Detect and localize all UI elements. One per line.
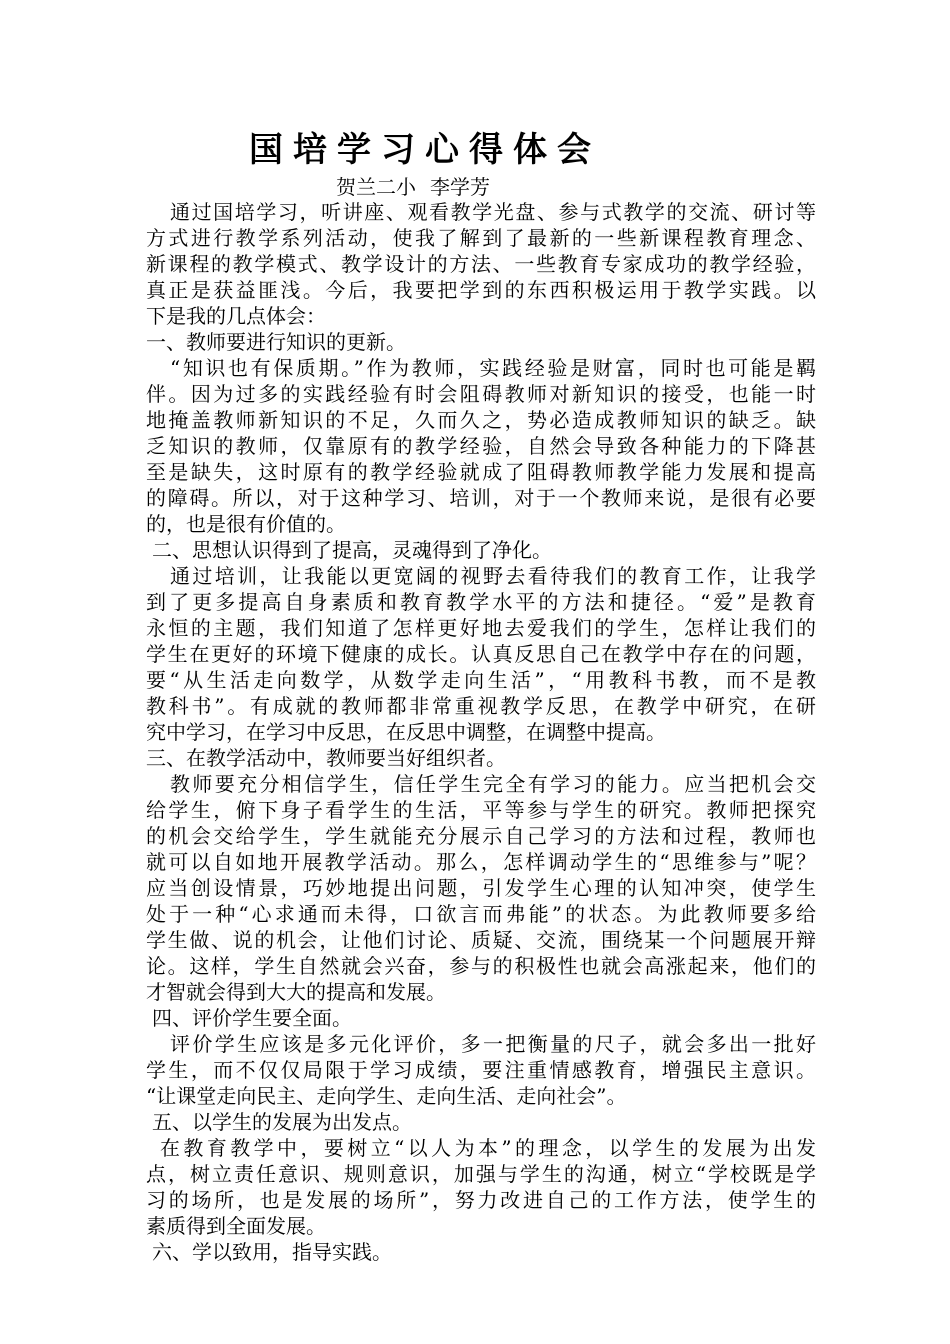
body-line: 通过国培学习，听讲座、观看教学光盘、参与式教学的交流、研讨等 xyxy=(170,200,816,224)
body-line: 伴。因为过多的实践经验有时会阻碍教师对新知识的接受，也能一时 xyxy=(146,382,816,406)
body-line: 评价学生应该是多元化评价，多一把衡量的尺子，就会多出一批好 xyxy=(170,1032,816,1056)
body-line: 下是我的几点体会： xyxy=(146,304,326,328)
body-line: 素质得到全面发展。 xyxy=(146,1214,326,1238)
body-line: 教师要充分相信学生，信任学生完全有学习的能力。应当把机会交 xyxy=(170,772,816,796)
body-line: 永恒的主题，我们知道了怎样更好地去爱我们的学生，怎样让我们的 xyxy=(146,616,816,640)
body-line: 究中学习，在学习中反思，在反思中调整，在调整中提高。 xyxy=(146,720,666,744)
body-line: 习的场所，也是发展的场所”，努力改进自己的工作方法，使学生的 xyxy=(146,1188,816,1212)
body-line: 真正是获益匪浅。今后，我要把学到的东西积极运用于教学实践。以 xyxy=(146,278,816,302)
author-name: 李学芳 xyxy=(430,175,490,199)
body-line: 通过培训，让我能以更宽阔的视野去看待我们的教育工作，让我学 xyxy=(170,564,816,588)
body-line: 的机会交给学生，学生就能充分展示自己学习的方法和过程，教师也 xyxy=(146,824,816,848)
body-line: “让课堂走向民主、走向学生、走向生活、走向社会”。 xyxy=(146,1084,627,1108)
body-line: 的障碍。所以，对于这种学习、培训，对于一个教师来说，是很有必要 xyxy=(146,486,816,510)
author-school: 贺兰二小 xyxy=(336,175,416,199)
body-line: 学生做、说的机会，让他们讨论、质疑、交流，围绕某一个问题展开辩 xyxy=(146,928,816,952)
body-line: 才智就会得到大大的提高和发展。 xyxy=(146,980,446,1004)
body-line: 地掩盖教师新知识的不足，久而久之，势必造成教师知识的缺乏。缺 xyxy=(146,408,816,432)
body-line: 给学生，俯下身子看学生的生活，平等参与学生的研究。教师把探究 xyxy=(146,798,816,822)
body-line: “知识也有保质期。”作为教师，实践经验是财富，同时也可能是羁 xyxy=(170,356,816,380)
body-line: 要“从生活走向数学，从数学走向生活”，“用教科书教，而不是教 xyxy=(146,668,816,692)
body-line: 论。这样，学生自然就会兴奋，参与的积极性也就会高涨起来，他们的 xyxy=(146,954,816,978)
body-line: 到了更多提高自身素质和教育教学水平的方法和捷径。“爱”是教育 xyxy=(146,590,816,614)
section-heading: 三、在教学活动中，教师要当好组织者。 xyxy=(146,746,506,770)
section-heading: 五、以学生的发展为出发点。 xyxy=(152,1110,412,1134)
section-heading: 六、学以致用，指导实践。 xyxy=(152,1240,392,1264)
body-line: 学生，而不仅仅局限于学习成绩，要注重情感教育，增强民主意识。 xyxy=(146,1058,816,1082)
document-body xyxy=(146,199,816,1265)
body-line: 点，树立责任意识、规则意识，加强与学生的沟通，树立“学校既是学 xyxy=(146,1162,816,1186)
body-line: 就可以自如地开展教学活动。那么，怎样调动学生的“思维参与”呢？ xyxy=(146,850,816,874)
body-line: 在教育教学中，要树立“以人为本”的理念，以学生的发展为出发 xyxy=(160,1136,816,1160)
body-line: 处于一种“心求通而未得，口欲言而弗能”的状态。为此教师要多给 xyxy=(146,902,816,926)
body-line: 新课程的教学模式、教学设计的方法、一些教育专家成功的教学经验， xyxy=(146,252,816,276)
body-line: 方式进行教学系列活动，使我了解到了最新的一些新课程教育理念、 xyxy=(146,226,816,250)
body-line: 至是缺失，这时原有的教学经验就成了阻碍教师教学能力发展和提高 xyxy=(146,460,816,484)
section-heading: 二、思想认识得到了提高，灵魂得到了净化。 xyxy=(152,538,552,562)
body-line: 乏知识的教师，仅靠原有的教学经验，自然会导致各种能力的下降甚 xyxy=(146,434,816,458)
body-line: 的，也是很有价值的。 xyxy=(146,512,346,536)
body-line: 应当创设情景，巧妙地提出问题，引发学生心理的认知冲突，使学生 xyxy=(146,876,816,900)
section-heading: 一、教师要进行知识的更新。 xyxy=(146,330,406,354)
body-line: 学生在更好的环境下健康的成长。认真反思自己在教学中存在的问题， xyxy=(146,642,816,666)
body-line: 教科书”。有成就的教师都非常重视教学反思，在教学中研究，在研 xyxy=(146,694,816,718)
document-title: 国培学习心得体会 xyxy=(249,130,601,170)
author-line xyxy=(336,174,490,200)
section-heading: 四、评价学生要全面。 xyxy=(152,1006,352,1030)
